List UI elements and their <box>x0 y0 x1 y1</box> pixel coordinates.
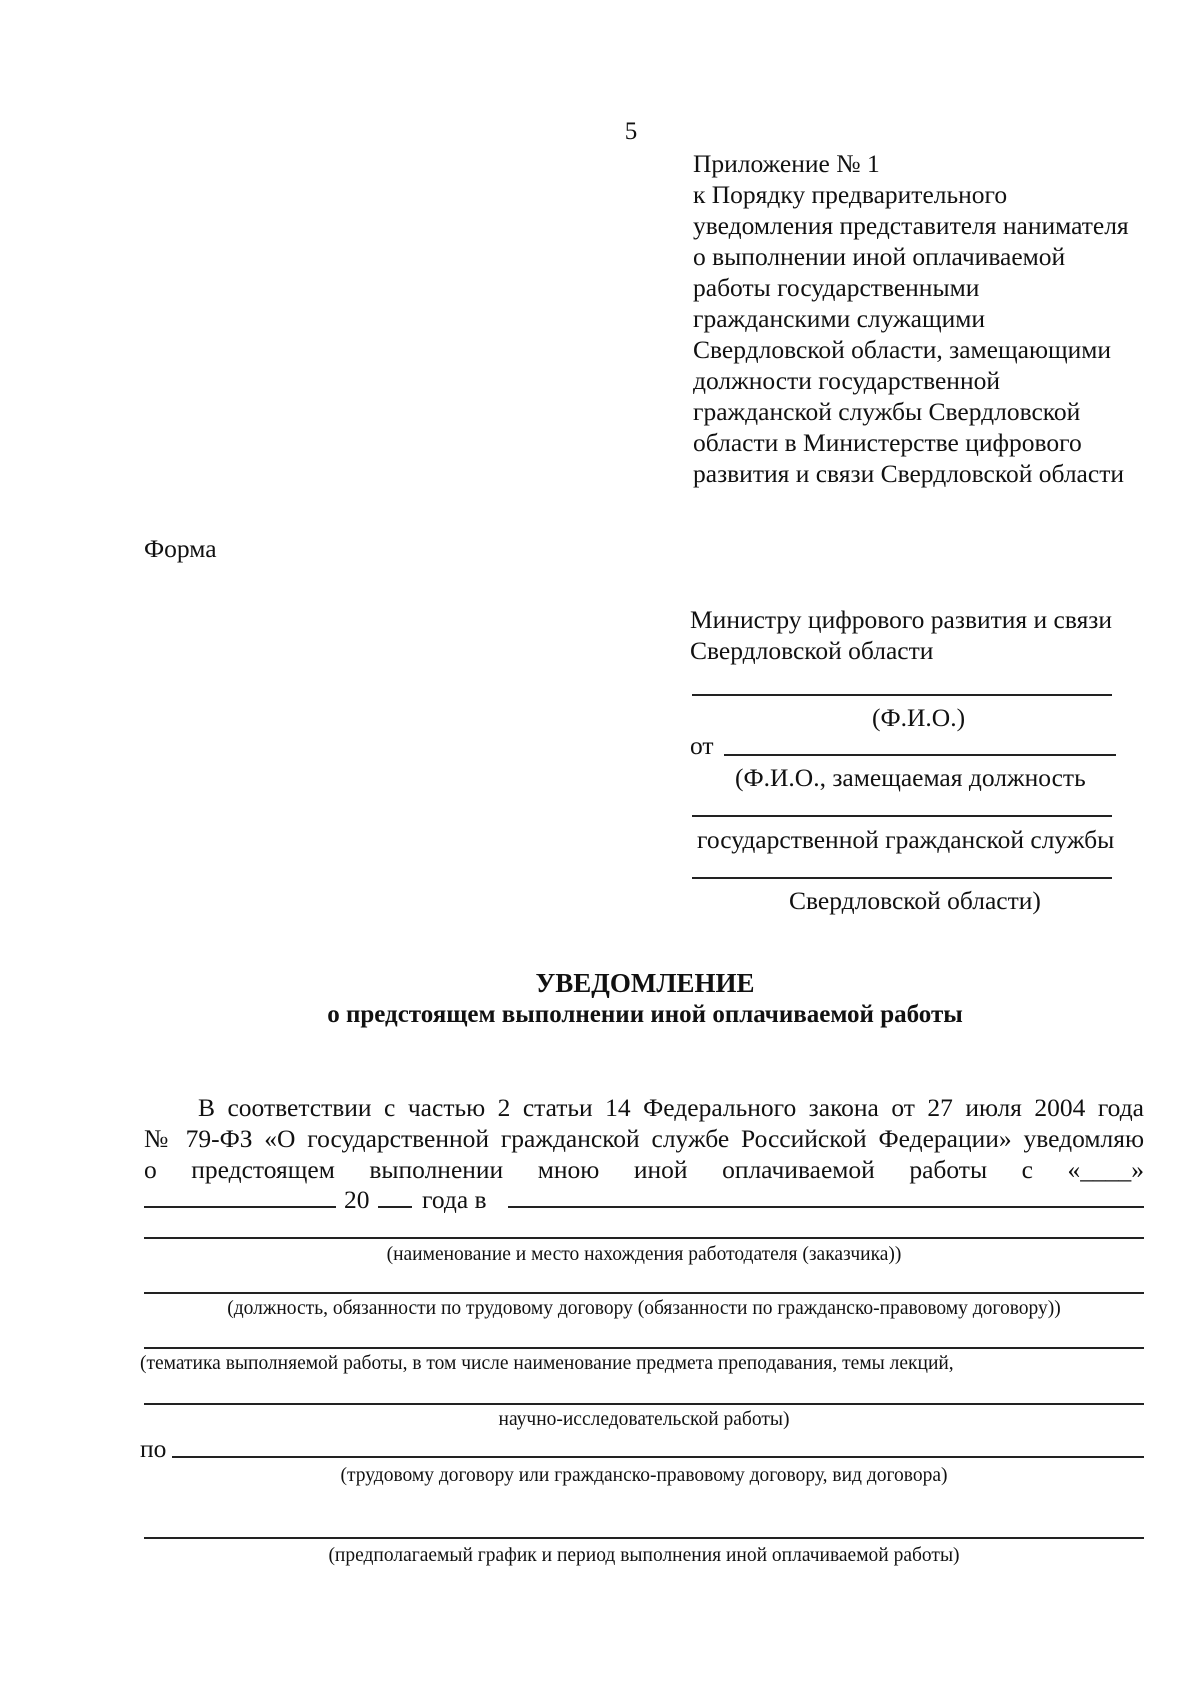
position-duties-caption: (должность, обязанности по трудовому договору (обязанности по гражданско-правовому договору)) <box>227 1298 1061 1319</box>
body-word: иной <box>633 1155 688 1184</box>
from-caption-2: государственной гражданской службы <box>697 825 1115 854</box>
date-month-field-line[interactable] <box>144 1206 336 1208</box>
schedule-caption: (предполагаемый график и период выполнения иной оплачиваемой работы) <box>328 1545 960 1566</box>
addressee-block <box>690 604 1112 666</box>
document-subtitle: о предстоящем выполнении иной оплачиваемой работы <box>327 1001 963 1028</box>
topic-caption-2: научно-исследовательской работы) <box>498 1409 790 1430</box>
appendix-block <box>693 148 1193 489</box>
body-word: предстоящем <box>191 1155 335 1184</box>
appendix-line: Свердловской области, замещающими <box>693 335 1112 364</box>
body-word: оплачиваемой <box>722 1155 875 1184</box>
appendix-line: о выполнении иной оплачиваемой <box>693 242 1066 271</box>
appendix-line: гражданской службы Свердловской <box>693 397 1081 426</box>
employer-caption: (наименование и место нахождения работодателя (заказчика)) <box>386 1244 902 1265</box>
from-caption-1: (Ф.И.О., замещаемая должность <box>735 763 1086 792</box>
body-line-3 <box>144 1154 1144 1185</box>
fio-caption: (Ф.И.О.) <box>872 703 966 732</box>
appendix-line: должности государственной <box>693 366 1000 395</box>
body-line-1: В соответствии с частью 2 статьи 14 Федерального закона от 27 июля 2004 года <box>198 1093 1144 1122</box>
from-caption-3: Свердловской области) <box>789 886 1041 915</box>
position-field-line[interactable] <box>692 815 1112 817</box>
addressee-line-1: Министру цифрового развития и связи <box>690 605 1113 634</box>
position-duties-field-line[interactable] <box>144 1292 1144 1294</box>
year-prefix: 20 <box>344 1185 370 1214</box>
from-label: от <box>690 731 714 760</box>
body-line-2: № 79-ФЗ «О государственной гражданской службе Российской Федерации» уведомляю <box>144 1124 1144 1153</box>
region-field-line[interactable] <box>692 877 1112 879</box>
body-word: о <box>144 1155 157 1184</box>
year-suffix-text: года в <box>422 1185 487 1214</box>
body-word: выполнении <box>369 1155 504 1184</box>
appendix-line: к Порядку предварительного <box>693 180 1008 209</box>
body-word: мною <box>537 1155 600 1184</box>
year-field-line[interactable] <box>378 1206 412 1208</box>
fio-field-line[interactable] <box>692 694 1112 696</box>
appendix-line: работы государственными <box>693 273 980 302</box>
form-label: Форма <box>144 534 217 563</box>
from-field-line[interactable] <box>724 754 1116 756</box>
appendix-line: уведомления представителя нанимателя <box>693 211 1129 240</box>
schedule-field-line[interactable] <box>144 1537 1144 1539</box>
body-word: работы <box>909 1155 988 1184</box>
appendix-line: области в Министерстве цифрового <box>693 428 1082 457</box>
contract-field-line[interactable] <box>172 1456 1144 1458</box>
topic-caption-1: (тематика выполняемой работы, в том числе наименование предмета преподавания, темы лекций, <box>140 1353 954 1374</box>
topic-field-line-2[interactable] <box>144 1403 1144 1405</box>
addressee-line-2: Свердловской области <box>690 636 934 665</box>
appendix-line: развития и связи Свердловской области <box>693 459 1124 488</box>
topic-field-line[interactable] <box>144 1347 1144 1349</box>
body-word: «____» <box>1067 1155 1144 1184</box>
po-label: по <box>140 1434 167 1463</box>
appendix-line: Приложение № 1 <box>693 149 880 178</box>
body-word: с <box>1021 1155 1033 1184</box>
employer-field-line-2[interactable] <box>144 1237 1144 1239</box>
appendix-line: гражданскими служащими <box>693 304 986 333</box>
contract-caption: (трудовому договору или гражданско-правовому договору, вид договора) <box>340 1465 948 1486</box>
page-number: 5 <box>624 118 638 145</box>
document-title: УВЕДОМЛЕНИЕ <box>535 968 755 998</box>
employer-field-line[interactable] <box>508 1206 1144 1208</box>
